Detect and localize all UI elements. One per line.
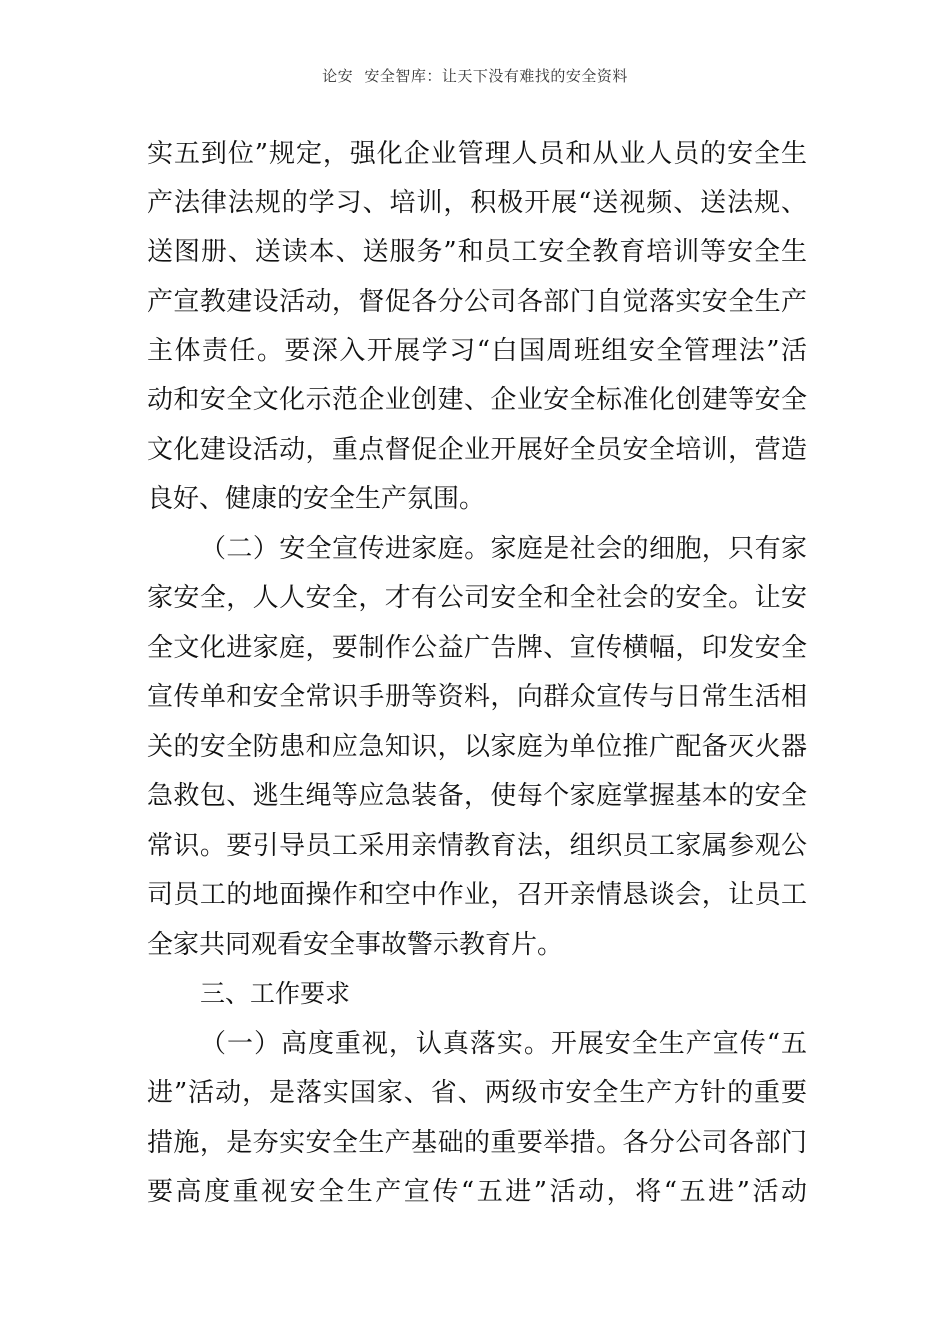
- text-line: 急救包、逃生绳等应急装备，使每个家庭掌握基本的安全: [147, 781, 807, 811]
- text-line: 实五到位”规定，强化企业管理人员和从业人员的安全生: [147, 139, 807, 169]
- text-line: 文化建设活动，重点督促企业开展好全员安全培训，营造: [147, 435, 807, 465]
- text-line: 常识。要引导员工采用亲情教育法，组织员工家属参观公: [147, 831, 807, 861]
- text-line: 关的安全防患和应急知识，以家庭为单位推广配备灭火器: [147, 732, 807, 762]
- text-line: 动和安全文化示范企业创建、企业安全标准化创建等安全: [147, 385, 807, 415]
- text-line: （二）安全宣传进家庭。家庭是社会的细胞，只有家: [200, 534, 807, 564]
- text-line: 全家共同观看安全事故警示教育片。: [147, 930, 564, 960]
- text-line: 送图册、送读本、送服务”和员工安全教育培训等安全生: [147, 237, 807, 267]
- text-line: 全文化进家庭，要制作公益广告牌、宣传横幅，印发安全: [147, 633, 807, 663]
- text-line: 良好、健康的安全生产氛围。: [147, 484, 486, 514]
- text-line: 产法律法规的学习、培训，积极开展“送视频、送法规、: [147, 188, 807, 218]
- text-line: 宣传单和安全常识手册等资料，向群众宣传与日常生活相: [147, 682, 807, 712]
- text-line: 要高度重视安全生产宣传“五进”活动，将“五进”活动: [147, 1177, 807, 1207]
- section-heading: 三、工作要求: [200, 979, 351, 1008]
- text-line: （一）高度重视，认真落实。开展安全生产宣传“五: [200, 1029, 807, 1059]
- text-line: 产宣教建设活动，督促各分公司各部门自觉落实安全生产: [147, 287, 807, 317]
- text-line: 家安全，人人安全，才有公司安全和全社会的安全。让安: [147, 583, 807, 613]
- text-line: 司员工的地面操作和空中作业，召开亲情恳谈会，让员工: [147, 880, 807, 910]
- text-line: 措施，是夯实安全生产基础的重要举措。各分公司各部门: [147, 1128, 807, 1158]
- text-line: 进”活动，是落实国家、省、两级市安全生产方针的重要: [147, 1078, 807, 1108]
- text-line: 主体责任。要深入开展学习“白国周班组安全管理法”活: [147, 336, 807, 366]
- page-header: 论安 安全智库：让天下没有难找的安全资料: [322, 67, 628, 85]
